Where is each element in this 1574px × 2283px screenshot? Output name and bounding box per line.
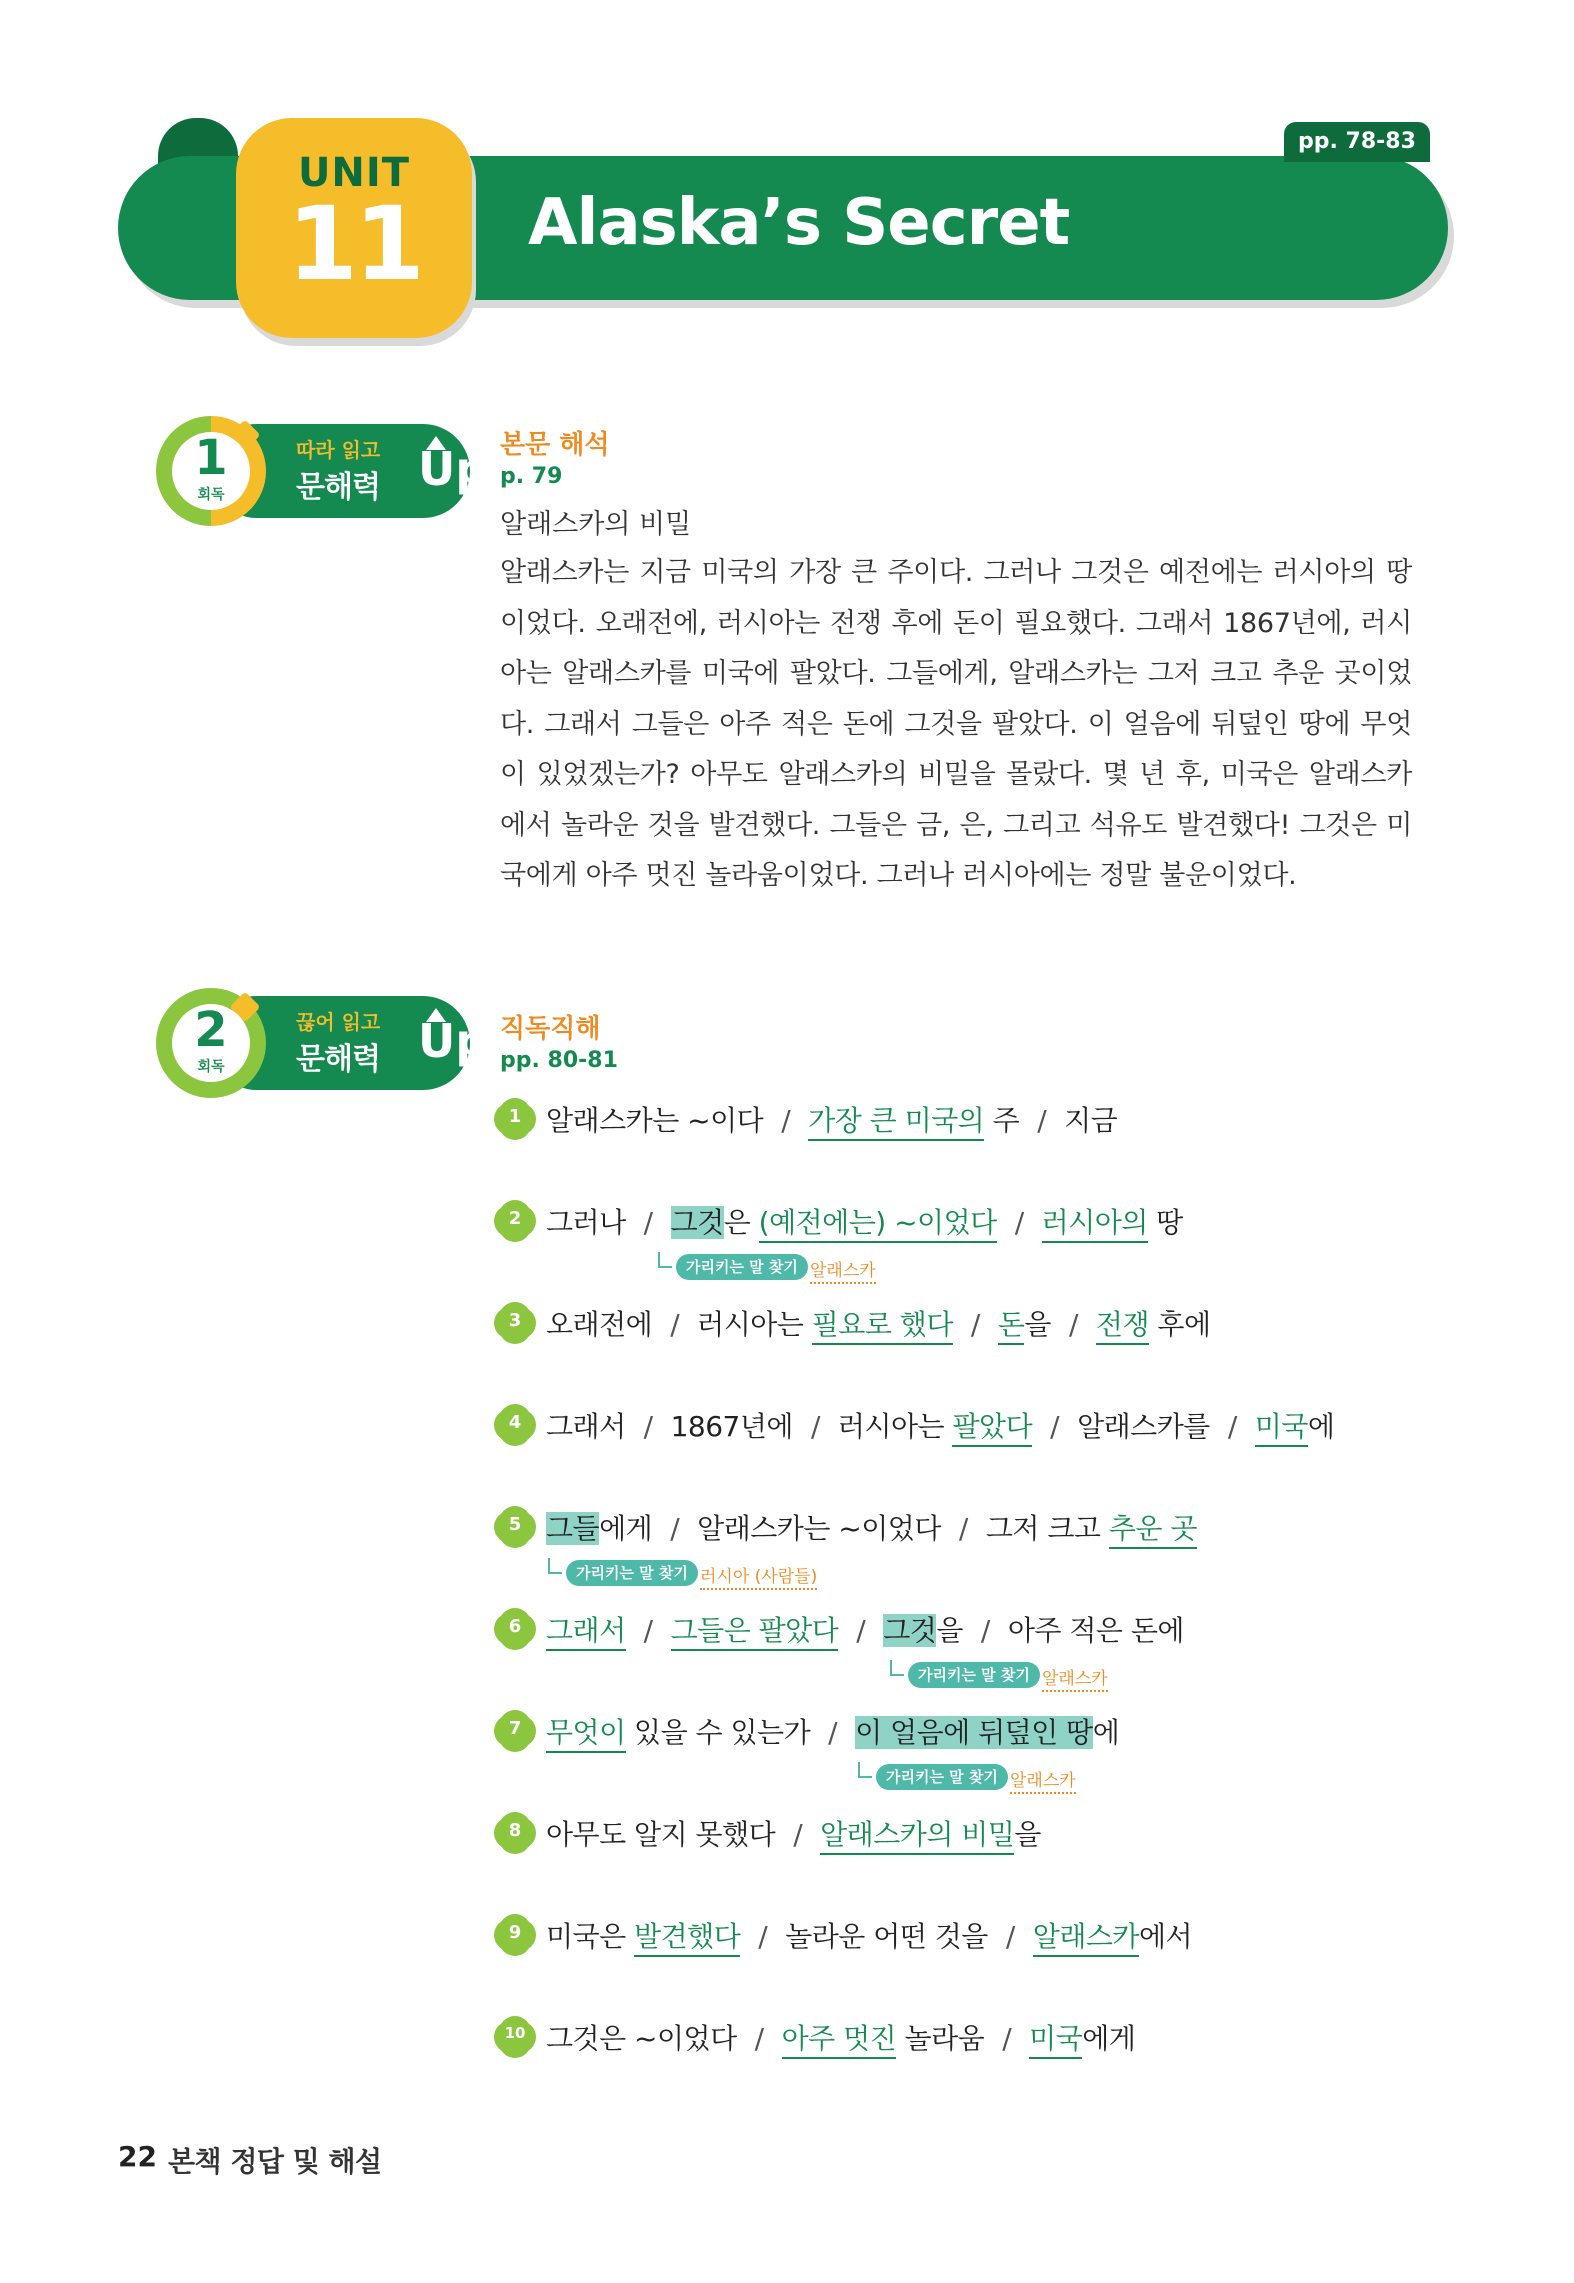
unit-number: 11	[287, 185, 421, 304]
phrase-text: 에	[1092, 1716, 1120, 1749]
phrase-divider: /	[828, 1716, 838, 1749]
phrase-line	[546, 1506, 1197, 1552]
phrase-text: 을	[1024, 1308, 1051, 1341]
phrase-divider: /	[643, 1206, 653, 1239]
phrase-divider: /	[670, 1512, 680, 1545]
key-word: 미국	[1029, 2022, 1082, 2059]
section2-pages: pp. 80-81	[500, 1048, 618, 1073]
badge-circle	[172, 432, 250, 510]
row-number: 3	[508, 1310, 522, 1331]
phrase-text: 그것은 ~이었다	[546, 2022, 737, 2055]
row-number: 5	[508, 1514, 522, 1535]
phrase-divider: /	[1005, 1920, 1015, 1953]
phrase-chunk	[546, 1716, 810, 1753]
phrase-text: 알래스카는 ~이었다	[697, 1512, 941, 1545]
flower-number-icon	[498, 1204, 532, 1238]
phrase-text: 주	[984, 1104, 1020, 1137]
flower-number-icon	[498, 1816, 532, 1850]
phrase-chunk	[546, 1614, 626, 1651]
phrase-divider: /	[1227, 1410, 1237, 1443]
referent-answer: 알래스카	[1010, 1766, 1076, 1794]
phrase-chunk	[546, 1206, 626, 1239]
row-number: 10	[504, 2024, 526, 2042]
row-number: 7	[508, 1718, 522, 1739]
row-number: 2	[508, 1208, 522, 1229]
flower-number-icon	[498, 1306, 532, 1340]
phrase-chunk	[1033, 1920, 1192, 1957]
phrase-text: 에	[1307, 1410, 1335, 1443]
phrase-line	[546, 1302, 1211, 1348]
badge-subtitle: 따라 읽고	[296, 438, 381, 462]
phrase-text: 러시아는	[837, 1410, 953, 1443]
badge-circle	[172, 1004, 250, 1082]
phrase-chunk	[1064, 1104, 1117, 1137]
badge-number: 1	[194, 430, 228, 486]
unit-title: Alaska’s Secret	[528, 186, 1070, 260]
flower-number-icon	[498, 1612, 532, 1646]
phrase-divider: /	[1050, 1410, 1060, 1443]
phrase-text: 그래서	[546, 1410, 626, 1443]
flower-number-icon	[498, 1714, 532, 1748]
phrase-divider: /	[980, 1614, 990, 1647]
phrase-divider: /	[754, 2022, 764, 2055]
referent-tag: 가리키는 말 찾기	[908, 1662, 1040, 1688]
phrase-line	[546, 1098, 1117, 1144]
flower-number-icon	[498, 1408, 532, 1442]
row-number: 1	[508, 1106, 522, 1127]
key-word: 돈	[998, 1308, 1025, 1345]
phrase-divider: /	[643, 1614, 653, 1647]
phrase-text: 지금	[1064, 1104, 1118, 1137]
phrase-divider: /	[856, 1614, 866, 1647]
phrase-line	[546, 2016, 1135, 2062]
key-word: 팔았다	[952, 1410, 1032, 1447]
key-word: 알래스카	[1033, 1920, 1139, 1957]
key-word: 러시아의	[1042, 1206, 1148, 1243]
referent-tag: 가리키는 말 찾기	[876, 1764, 1008, 1790]
section1-pages: p. 79	[500, 464, 563, 489]
story-translation: 알래스카는 지금 미국의 가장 큰 주이다. 그러나 그것은 예전에는 러시아의 땅이었다. 오래전에, 러시아는 전쟁 후에 돈이 필요했다. 그래서 1867년에, 러시아는 알래스카를 미국에 팔았다. 그들에게, 알래스카는 그저 크고 추운 곳이었다. 그래서 그들은 아주 적은 돈에 그것을 팔았다. 이 얼음에 뒤덮인 땅에 무엇이 있었겠는가? 아무도 알래스카의 비밀을 몰랐다. 몇 년 후, 미국은 알래스카에서 놀라운 것을 발견했다. 그들은 금, 은, 그리고 석유도 발견했다! 그것은 미국에게 아주 멋진 놀라움이었다. 그러나 러시아에는 정말 불운이었다.	[500, 557, 1412, 891]
badge-up: Up	[418, 1014, 489, 1068]
phrase-divider: /	[1037, 1104, 1047, 1137]
phrase-text: 을	[936, 1614, 963, 1647]
referent-tag: 가리키는 말 찾기	[676, 1254, 808, 1280]
phrase-text: 아무도 알지 못했다	[546, 1818, 776, 1851]
phrase-chunk	[1077, 1410, 1210, 1443]
key-word: 미국	[1255, 1410, 1308, 1447]
row-number: 9	[508, 1922, 522, 1943]
phrase-chunk	[546, 1410, 626, 1443]
phrase-chunk	[855, 1716, 1119, 1749]
phrase-chunk	[1096, 1308, 1211, 1345]
phrase-text: 알래스카는 ~이다	[546, 1104, 764, 1137]
phrase-chunk	[671, 1410, 793, 1443]
phrase-chunk	[998, 1308, 1051, 1345]
phrase-text: 에게	[599, 1512, 653, 1545]
corner-arrow-icon	[548, 1558, 562, 1574]
phrase-chunk	[883, 1614, 963, 1647]
highlighted-word: 그것	[670, 1206, 724, 1239]
phrase-chunk	[546, 1512, 652, 1545]
phrase-text: 러시아는	[697, 1308, 812, 1341]
phrase-chunk	[986, 1512, 1197, 1549]
row-number: 4	[508, 1412, 522, 1433]
phrase-line	[546, 1812, 1041, 1858]
phrase-text: 오래전에	[546, 1308, 653, 1341]
phrase-divider: /	[1014, 1206, 1024, 1239]
phrase-divider: /	[643, 1410, 653, 1443]
phrase-chunk	[1255, 1410, 1335, 1447]
phrase-chunk	[546, 2022, 737, 2055]
phrase-chunk	[546, 1104, 763, 1137]
key-word: 추운 곳	[1109, 1512, 1197, 1549]
phrase-divider: /	[970, 1308, 980, 1341]
phrase-text: 미국은	[546, 1920, 635, 1953]
footer-text: 본책 정답 및 해설	[168, 2145, 382, 2178]
phrase-divider: /	[670, 1308, 680, 1341]
highlighted-word: 이 얼음에 뒤덮인 땅	[855, 1716, 1093, 1749]
phrase-line	[546, 1914, 1192, 1960]
phrase-chunk	[546, 1308, 652, 1341]
referent-answer: 알래스카	[1042, 1664, 1108, 1692]
phrase-chunk	[838, 1410, 1032, 1447]
phrase-text: 그저 크고	[985, 1512, 1109, 1545]
phrase-chunk	[697, 1512, 941, 1545]
key-word: 그들은 팔았다	[671, 1614, 839, 1651]
phrase-divider: /	[793, 1818, 803, 1851]
badge-hoe: 회독	[197, 1059, 225, 1075]
phrase-text: 그러나	[546, 1206, 626, 1239]
pages-badge: pp. 78-83	[1284, 122, 1430, 162]
phrase-chunk	[671, 1614, 839, 1651]
phrase-text: 있을 수 있는가	[625, 1716, 811, 1749]
phrase-chunk	[808, 1104, 1019, 1141]
phrase-divider: /	[810, 1410, 820, 1443]
key-word: 그래서	[546, 1614, 626, 1651]
key-word: 발견했다	[634, 1920, 740, 1957]
highlighted-word: 그것	[883, 1614, 937, 1647]
badge-hoe: 회독	[197, 487, 225, 503]
badge-up: Up	[418, 442, 489, 496]
row-number: 6	[508, 1616, 522, 1637]
phrase-text: 놀라움	[896, 2022, 985, 2055]
highlighted-word: 그들	[546, 1512, 600, 1545]
phrase-text: 후에	[1149, 1308, 1211, 1341]
phrase-text: 알래스카를	[1077, 1410, 1210, 1443]
phrase-chunk	[1008, 1614, 1184, 1647]
phrase-text: 놀라운 어떤 것을	[785, 1920, 988, 1953]
key-word: 알래스카의 비밀	[820, 1818, 1014, 1855]
referent-answer: 러시아 (사람들)	[700, 1562, 817, 1590]
flower-number-icon	[498, 2020, 532, 2054]
phrase-line	[546, 1608, 1184, 1654]
badge-number: 2	[194, 1002, 228, 1058]
phrase-chunk	[782, 2022, 985, 2059]
phrase-text: 아주 적은 돈에	[1007, 1614, 1184, 1647]
phrase-chunk	[671, 1206, 997, 1243]
phrase-chunk	[546, 1920, 740, 1957]
phrase-chunk	[1029, 2022, 1135, 2059]
phrase-chunk	[546, 1818, 775, 1851]
section2-heading: 직독직해	[500, 1014, 601, 1044]
key-word: 아주 멋진	[782, 2022, 897, 2059]
phrase-text: 땅	[1147, 1206, 1183, 1239]
section1-heading: 본문 해석	[500, 430, 610, 460]
phrase-divider: /	[1002, 2022, 1012, 2055]
badge-title: 문해력	[296, 1042, 380, 1077]
badge-title: 문해력	[296, 470, 380, 505]
flower-number-icon	[498, 1918, 532, 1952]
phrase-chunk	[697, 1308, 953, 1345]
phrase-divider: /	[781, 1104, 791, 1137]
section2-badge	[156, 988, 489, 1098]
flower-number-icon	[498, 1510, 532, 1544]
phrase-text: 에서	[1138, 1920, 1193, 1953]
phrase-line	[546, 1200, 1183, 1246]
phrase-text: 1867년에	[670, 1410, 793, 1443]
phrase-text: 을	[1014, 1818, 1041, 1851]
row-number: 8	[508, 1820, 522, 1841]
flower-number-icon	[498, 1102, 532, 1136]
phrase-divider: /	[1068, 1308, 1078, 1341]
unit-card	[236, 118, 472, 338]
badge-subtitle: 끊어 읽고	[296, 1010, 381, 1034]
referent-answer: 알래스카	[810, 1256, 876, 1284]
corner-arrow-icon	[858, 1762, 872, 1778]
phrase-chunk	[785, 1920, 988, 1953]
phrase-line	[546, 1710, 1119, 1756]
unit-label: UNIT	[297, 150, 411, 196]
key-word: 가장 큰 미국의	[808, 1104, 984, 1141]
phrase-divider: /	[758, 1920, 768, 1953]
key-word: 전쟁	[1096, 1308, 1149, 1345]
page-number: 22	[118, 2140, 157, 2173]
key-word: 필요로 했다	[812, 1308, 953, 1345]
phrase-text: 에게	[1082, 2022, 1136, 2055]
phrase-chunk	[1042, 1206, 1183, 1243]
corner-arrow-icon	[658, 1252, 672, 1268]
phrase-line	[546, 1404, 1334, 1450]
phrase-chunk	[820, 1818, 1041, 1855]
phrase-text: 은	[723, 1206, 759, 1239]
key-word: (예전에는) ~이었다	[759, 1206, 997, 1243]
referent-tag: 가리키는 말 찾기	[566, 1560, 698, 1586]
story-title: 알래스카의 비밀	[500, 509, 692, 540]
corner-arrow-icon	[890, 1660, 904, 1676]
key-word: 무엇이	[546, 1716, 626, 1753]
section1-badge	[156, 416, 489, 526]
phrase-divider: /	[958, 1512, 968, 1545]
